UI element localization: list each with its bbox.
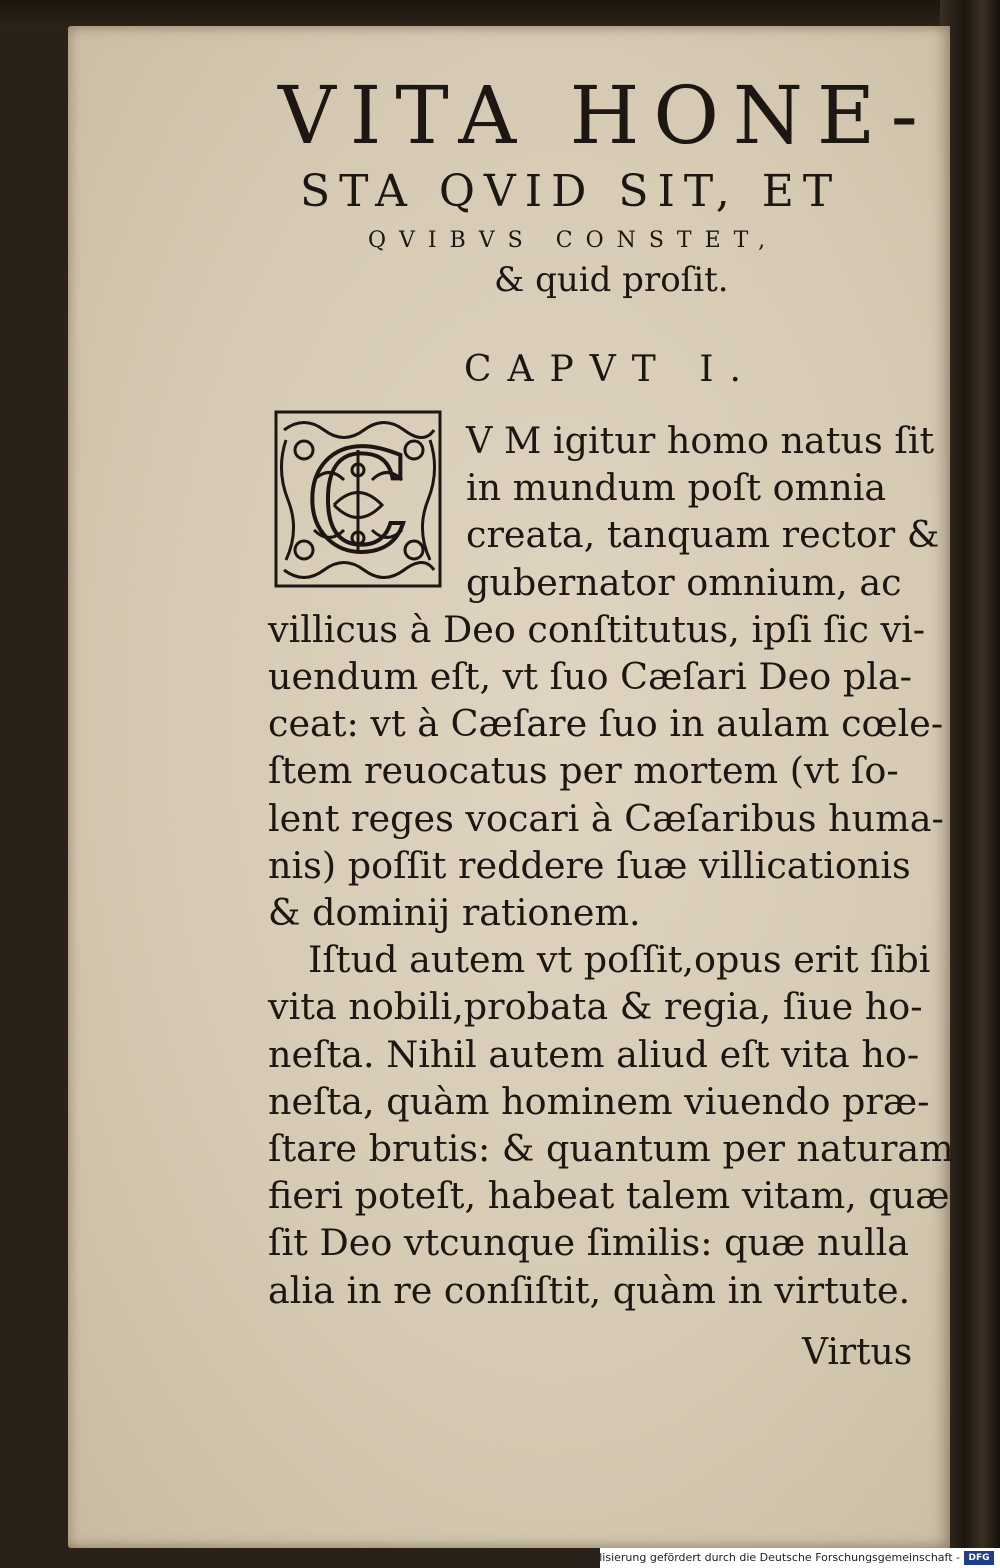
body-line: ſtare brutis: & quantum per naturam: [268, 1127, 954, 1170]
body-line: neſta, quàm hominem viuendo præ-: [268, 1079, 930, 1123]
body-line: nis) poſſit reddere ſuæ villicationis: [268, 843, 911, 887]
body-line: fieri poteſt, habeat talem vitam, quæ: [268, 1174, 950, 1218]
body-line: in mundum poſt omnia: [466, 466, 887, 510]
title-line-1: VITA HONE-: [278, 69, 932, 162]
body-line: uendum eſt, vt ſuo Cæſari Deo pla-: [268, 655, 912, 698]
dfg-logo: DFG: [964, 1551, 994, 1565]
body-line: ſtem reuocatus per mortem (vt ſo-: [268, 749, 899, 793]
body-line: lent reges vocari à Cæſaribus huma-: [268, 796, 944, 840]
body-line: ceat: vt à Cæſare ſuo in aulam cœle-: [268, 702, 944, 746]
body-line: ſit Deo vtcunque ſimilis: quæ nulla: [268, 1221, 910, 1265]
chapter-heading: CAPVT I.: [464, 349, 757, 390]
ornamental-initial: [274, 410, 442, 588]
book-page: [68, 26, 954, 1548]
body-line: & dominij rationem.: [268, 891, 641, 934]
title-line-3: QVIBVS CONSTET,: [368, 228, 779, 253]
body-line: vita nobili,probata & regia, ſiue ho-: [268, 985, 923, 1029]
catchword: Virtus: [802, 1332, 913, 1373]
body-line: villicus à Deo conſtitutus, ipſi ſic vi-: [268, 607, 926, 651]
body-line: creata, tanquam rector &: [466, 513, 940, 557]
footer-credit: Digitalisierung gefördert durch die Deutsche Forschungsgemeinschaft -: [566, 1551, 960, 1564]
title-line-2: STA QVID SIT, ET: [300, 166, 842, 217]
body-line: alia in re conſiſtit, quàm in virtute.: [268, 1268, 911, 1312]
drop-cap-letter: C: [304, 421, 412, 584]
title-line-4: & quid proſit.: [494, 260, 729, 300]
body-line: Iſtud autem vt poſſit,opus erit ſibi: [308, 938, 931, 982]
body-line: neſta. Nihil autem aliud eſt vita ho-: [268, 1032, 920, 1076]
body-line: V M igitur homo natus ſit: [466, 419, 935, 462]
body-line: gubernator omnium, ac: [466, 560, 902, 604]
